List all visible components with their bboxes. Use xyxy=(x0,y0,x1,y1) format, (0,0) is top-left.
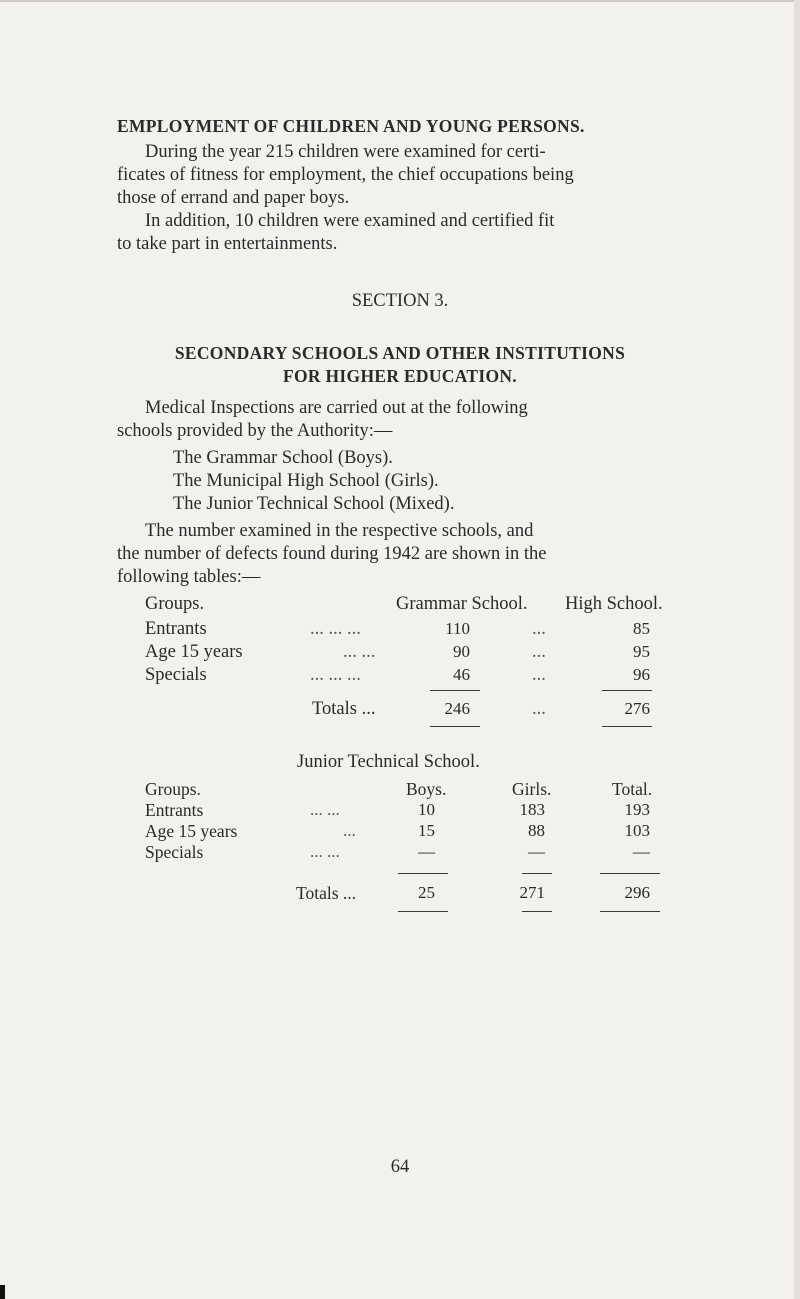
row-leader-dots: ... xyxy=(532,665,546,685)
school-grammar: The Grammar School (Boys). xyxy=(173,448,393,468)
high-value: 85 xyxy=(633,619,650,638)
grammar-value: 90 xyxy=(453,642,470,661)
table1-header-groups: Groups. xyxy=(145,594,205,614)
row-label: Specials xyxy=(145,665,207,685)
row-leader-dots: ... ... ... xyxy=(310,665,361,685)
high-value: 96 xyxy=(633,665,650,684)
row-leader-dots: ... ... xyxy=(310,800,340,819)
table1-header-grammar: Grammar School. xyxy=(396,594,528,614)
row-leader-dots: ... xyxy=(532,619,546,639)
table2-title: Junior Technical School. xyxy=(297,752,480,772)
para1-line-2: ficates of fitness for employment, the chief occupations being xyxy=(117,165,574,185)
total-value: 193 xyxy=(624,800,650,819)
girls-value: 183 xyxy=(519,800,545,819)
high-value: 95 xyxy=(633,642,650,661)
high-total: 276 xyxy=(624,699,650,718)
boys-value: — xyxy=(418,842,435,861)
total-rule xyxy=(522,911,552,912)
grammar-value: 46 xyxy=(453,665,470,684)
total-rule xyxy=(600,911,660,912)
page-top-edge xyxy=(0,0,800,2)
boys-value: 10 xyxy=(418,800,435,819)
para1-line-1: During the year 215 children were examined for certi- xyxy=(145,142,546,162)
table1-header-high: High School. xyxy=(565,594,663,614)
row-leader-dots: ... xyxy=(532,699,546,719)
employment-heading: EMPLOYMENT OF CHILDREN AND YOUNG PERSONS. xyxy=(117,116,585,136)
row-label: Specials xyxy=(145,842,204,862)
total-value: — xyxy=(633,842,650,861)
page-corner-mark xyxy=(0,1285,5,1299)
subtotal-rule xyxy=(430,690,480,691)
row-label: Entrants xyxy=(145,619,207,639)
intro-line-1: Medical Inspections are carried out at the following xyxy=(145,398,528,418)
subtotal-rule xyxy=(602,690,652,691)
total-rule xyxy=(398,911,448,912)
secondary-heading-line-2: FOR HIGHER EDUCATION. xyxy=(283,366,517,386)
table2-header-total: Total. xyxy=(612,779,653,799)
row-leader-dots: ... xyxy=(532,642,546,662)
school-high: The Municipal High School (Girls). xyxy=(173,471,439,491)
row-leader-dots: ... ... ... xyxy=(310,619,361,639)
intro-line-2: schools provided by the Authority:— xyxy=(117,421,393,441)
subtotal-rule xyxy=(600,873,660,874)
subtotal-rule xyxy=(398,873,448,874)
girls-value: 88 xyxy=(528,821,545,840)
para2-line-2: to take part in entertainments. xyxy=(117,234,338,254)
para1-line-3: those of errand and paper boys. xyxy=(117,188,350,208)
row-label: Age 15 years xyxy=(145,642,243,662)
row-leader-dots: ... ... xyxy=(310,842,340,861)
row-label: Age 15 years xyxy=(145,821,238,841)
table2-header-boys: Boys. xyxy=(406,779,447,799)
girls-total: 271 xyxy=(519,883,545,902)
row-label: Entrants xyxy=(145,800,204,820)
boys-value: 15 xyxy=(418,821,435,840)
row-leader-dots: ... xyxy=(343,821,356,840)
row-leader-dots: ... ... xyxy=(343,642,376,662)
grammar-total: 246 xyxy=(444,699,470,718)
section-title: SECTION 3. xyxy=(351,291,449,311)
para3-line-2: the number of defects found during 1942 are shown in the xyxy=(117,544,547,564)
totals-label: Totals ... xyxy=(312,699,376,719)
grand-total: 296 xyxy=(624,883,650,902)
grammar-value: 110 xyxy=(445,619,470,638)
para2-line-1: In addition, 10 children were examined and certified fit xyxy=(145,211,555,231)
subtotal-rule xyxy=(522,873,552,874)
boys-total: 25 xyxy=(418,883,435,902)
table2-header-girls: Girls. xyxy=(512,779,552,799)
total-rule xyxy=(430,726,480,727)
secondary-heading-line-1: SECONDARY SCHOOLS AND OTHER INSTITUTIONS xyxy=(174,343,626,363)
para3-line-3: following tables:— xyxy=(117,567,261,587)
total-value: 103 xyxy=(624,821,650,840)
table2-header-groups: Groups. xyxy=(145,779,201,799)
page-number: 64 xyxy=(390,1157,410,1177)
page-right-edge xyxy=(794,0,800,1299)
school-junior-technical: The Junior Technical School (Mixed). xyxy=(173,494,455,514)
para3-line-1: The number examined in the respective schools, and xyxy=(145,521,534,541)
girls-value: — xyxy=(528,842,545,861)
total-rule xyxy=(602,726,652,727)
totals-label: Totals ... xyxy=(296,883,357,903)
